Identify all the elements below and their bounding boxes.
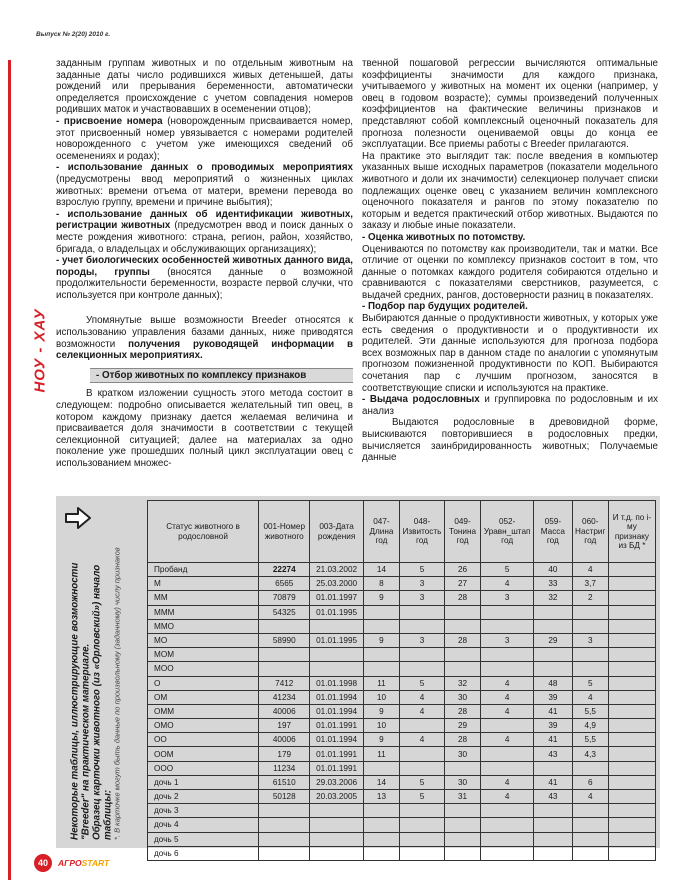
table-cell <box>400 761 445 775</box>
status-cell: М <box>148 577 259 591</box>
left-p5 <box>56 255 353 301</box>
table-row <box>148 648 656 662</box>
status-cell: ОО <box>148 733 259 747</box>
table-cell <box>481 846 534 860</box>
table-cell: 4 <box>481 790 534 804</box>
issue-label: Выпуск № 2(20) 2010 г. <box>36 31 111 38</box>
table-cell: 5,5 <box>572 704 608 718</box>
column-header: 052-Уравн_штап год <box>481 501 534 563</box>
table-cell: 5 <box>400 775 445 789</box>
table-cell <box>310 832 363 846</box>
table-cell <box>608 676 655 690</box>
left-p2-bold: - присвоение номера <box>56 115 163 127</box>
table-head <box>148 501 656 563</box>
table-cell <box>259 648 310 662</box>
left-p6-text: Упомянутые выше возможности Breeder относятся к использованию управления базами данных, ниже приводятся возможности <box>56 315 353 350</box>
right-p4: Выбираются данные о продуктивности животных, у которых уже есть сведения о продуктивности и о продуктивности их родителей. Эти данные используются для прогноза подбора всех возможных пар в данном стаде по аналогии с упомянутым прогнозом пожизненной продуктивности по КОП. Выбираются сочетания пар с лучшим прогнозом, заносятся в соответствующие списки и используются на практике. <box>362 313 658 394</box>
table-cell: 3 <box>481 633 534 647</box>
table-header-row <box>148 501 656 563</box>
status-cell: дочь 3 <box>148 804 259 818</box>
table-cell: 01.01.1995 <box>310 633 363 647</box>
table-cell: 26 <box>444 563 480 577</box>
table-cell: 39 <box>534 719 572 733</box>
table-cell: 9 <box>363 733 399 747</box>
side-note-text <box>70 540 123 840</box>
right-h1: - Оценка животных по потомству. <box>362 231 526 243</box>
table-cell <box>259 619 310 633</box>
status-cell: МО <box>148 633 259 647</box>
red-stripe <box>8 60 11 880</box>
table-cell: 01.01.1991 <box>310 761 363 775</box>
table-cell <box>444 818 480 832</box>
table-cell: 28 <box>444 591 480 605</box>
table-cell <box>534 818 572 832</box>
table-cell: 01.01.1994 <box>310 690 363 704</box>
table-row <box>148 747 656 761</box>
status-cell: МОМ <box>148 648 259 662</box>
table-cell <box>400 619 445 633</box>
right-h2: - Подбор пар будущих родителей. <box>362 301 528 313</box>
right-p1: твенной пошаговой регрессии вычисляются оптимальные коэффициенты значимости для каждого признака, учитываемого у животных на момент их оценки (например, у овец в годовом возрасте); суммы произведений полученных коэффициентов на фактические величины признаков и представляют собой комплексный оценочный показатель для прогноза полезности оцениваемой овцы до конца ее эксплуатации. Все приемы работы с Breeder прилагаются. <box>362 58 658 151</box>
table-cell <box>363 662 399 676</box>
table-cell <box>400 818 445 832</box>
right-p5-text: и группировка по родословным и их анализ <box>362 394 659 417</box>
table-cell <box>572 605 608 619</box>
table-cell <box>608 605 655 619</box>
table-cell <box>572 619 608 633</box>
table-row <box>148 577 656 591</box>
table-cell: 30 <box>444 775 480 789</box>
status-cell: дочь 4 <box>148 818 259 832</box>
left-margin <box>0 60 26 896</box>
table-cell: 9 <box>363 704 399 718</box>
table-cell: 4,3 <box>572 747 608 761</box>
table-cell: 01.01.1994 <box>310 733 363 747</box>
section-label-text: НОУ - ХАУ <box>31 307 49 393</box>
table-cell: 11 <box>363 676 399 690</box>
table-cell <box>363 619 399 633</box>
table-cell: 3 <box>481 591 534 605</box>
table-cell: 29 <box>444 719 480 733</box>
table-cell: 4 <box>481 775 534 789</box>
table-cell <box>608 719 655 733</box>
table-cell <box>534 648 572 662</box>
table-cell: 30 <box>444 690 480 704</box>
table-cell: 3 <box>400 577 445 591</box>
table-cell: 2 <box>572 591 608 605</box>
table-cell <box>363 804 399 818</box>
left-p2-text: (новорожденным присваивается номер, этот присвоенный номер увязывается с номерами родителей новорожденного с учетом уже имеющихся сведений об осеменениях и родах); <box>56 115 353 162</box>
table-cell: 9 <box>363 633 399 647</box>
table-cell <box>608 733 655 747</box>
table-cell: 29 <box>534 633 572 647</box>
table-row <box>148 563 656 577</box>
table-row <box>148 591 656 605</box>
table-cell: 22274 <box>259 563 310 577</box>
side-note-subtitle: Образец карточки животного (из «Орловский») начало таблицы: <box>91 564 114 840</box>
table-cell <box>481 719 534 733</box>
table-cell: 43 <box>534 790 572 804</box>
table-cell <box>363 832 399 846</box>
table-row <box>148 619 656 633</box>
table-cell: 41 <box>534 733 572 747</box>
status-cell: дочь 5 <box>148 832 259 846</box>
table-cell <box>572 804 608 818</box>
left-p3-bold: - использование данных о проводимых мероприятиях <box>56 162 353 174</box>
table-cell <box>572 846 608 860</box>
table-cell: 10 <box>363 719 399 733</box>
table-cell: 5 <box>572 676 608 690</box>
column-header: 048-Извитость год <box>400 501 445 563</box>
table-row <box>148 846 656 860</box>
column-header: 003-Дата рождения <box>310 501 363 563</box>
table-cell: 01.01.1991 <box>310 747 363 761</box>
left-p3 <box>56 162 353 208</box>
table-cell <box>608 761 655 775</box>
column-header: 060-Настриг год <box>572 501 608 563</box>
left-p5-bold: - учет биологических особенностей животных данного вида, породы, группы <box>56 255 353 278</box>
table-cell <box>310 818 363 832</box>
table-cell <box>572 648 608 662</box>
status-cell: МММ <box>148 605 259 619</box>
table-cell <box>572 761 608 775</box>
table-cell: 5 <box>400 563 445 577</box>
status-cell: ОММ <box>148 704 259 718</box>
left-p5-text: (вносятся данные о возможной продолжительности беременности, возрасте первой случки, что используется при контроле данных); <box>56 266 353 301</box>
left-p6-bold: получения руководящей информации в селекционных мероприятиях. <box>56 338 353 362</box>
table-row <box>148 733 656 747</box>
table-cell <box>608 832 655 846</box>
table-cell: 33 <box>534 577 572 591</box>
left-p1: заданным группам животных и по отдельным животным на заданные даты число родившихся живых детенышей, даты рождений или прерывания беременности, автоматически определяется происхождение с учетом совпадения номеров родивших маток и участвовавших в осеменении отцов); <box>56 58 353 116</box>
table-cell <box>534 605 572 619</box>
table-cell <box>400 804 445 818</box>
table-cell: 50128 <box>259 790 310 804</box>
table-cell: 9 <box>363 591 399 605</box>
brand-part-a: АГРО <box>58 858 82 868</box>
right-p3: Оцениваются по потомству как производители, так и матки. Все отличие от оценки по комплексу признаков состоит в том, что данные о потомках каждого родителя собираются отдельно и сравниваются с показателями сверстников, разумеется, с выдачей средних, рангов, достоверности разниц в показателях. <box>362 243 658 301</box>
table-cell <box>481 747 534 761</box>
table-cell <box>608 633 655 647</box>
table-row <box>148 818 656 832</box>
table-cell: 01.01.1997 <box>310 591 363 605</box>
table-row <box>148 761 656 775</box>
table-cell: 4 <box>572 690 608 704</box>
table-cell: 01.01.1991 <box>310 719 363 733</box>
table-cell: 41 <box>534 704 572 718</box>
table-cell <box>400 662 445 676</box>
status-cell: дочь 6 <box>148 846 259 860</box>
table-cell <box>534 832 572 846</box>
table-cell <box>534 804 572 818</box>
table-cell <box>608 662 655 676</box>
table-cell: 20.03.2005 <box>310 790 363 804</box>
table-cell <box>363 846 399 860</box>
table-cell: 10 <box>363 690 399 704</box>
table-cell: 40006 <box>259 733 310 747</box>
table-cell: 14 <box>363 563 399 577</box>
right-h3: - Выдача родословных <box>362 394 480 406</box>
table-cell: 3 <box>572 633 608 647</box>
table-cell <box>608 747 655 761</box>
left-p2 <box>56 116 353 162</box>
table-cell: 4 <box>481 676 534 690</box>
table-cell: 5 <box>400 790 445 804</box>
table-cell <box>481 605 534 619</box>
table-cell: 179 <box>259 747 310 761</box>
table-cell <box>400 648 445 662</box>
column-header: И т.д. по i-му признаку из БД * <box>608 501 655 563</box>
table-cell <box>363 605 399 619</box>
table-row <box>148 790 656 804</box>
animal-card-table <box>147 500 656 861</box>
table-cell: 27 <box>444 577 480 591</box>
column-header: Статус животного в родословной <box>148 501 259 563</box>
table-cell <box>444 605 480 619</box>
right-column <box>362 58 658 464</box>
left-p4-text: (предусмотрен ввод и поиск данных о месте рождения животного: страна, регион, район, хозяйство, бригада, о владельцах и обслуживающих организациях); <box>56 220 353 255</box>
table-row <box>148 804 656 818</box>
table-cell <box>534 662 572 676</box>
table-cell: 3 <box>400 633 445 647</box>
table-cell: 4 <box>481 690 534 704</box>
column-header: 059-Масса год <box>534 501 572 563</box>
right-p6: Выдаются родословные в древовидной форме, выискиваются повторившиеся в родословных предки, вычисляется заинбридированность животных; Получаемые данные <box>362 417 658 464</box>
table-cell: 11 <box>363 747 399 761</box>
table-cell <box>363 648 399 662</box>
table-cell: 8 <box>363 577 399 591</box>
column-header: 049-Тонина год <box>444 501 480 563</box>
table-cell <box>608 563 655 577</box>
table-cell: 41234 <box>259 690 310 704</box>
table-cell <box>400 846 445 860</box>
status-cell: дочь 1 <box>148 775 259 789</box>
table-cell <box>534 619 572 633</box>
status-cell: О <box>148 676 259 690</box>
table-cell: 01.01.1994 <box>310 704 363 718</box>
table-cell <box>572 832 608 846</box>
left-p4 <box>56 209 353 255</box>
table-cell <box>608 804 655 818</box>
table-cell: 28 <box>444 733 480 747</box>
table-cell <box>608 704 655 718</box>
table-cell <box>259 662 310 676</box>
status-cell: ММ <box>148 591 259 605</box>
table-cell <box>310 619 363 633</box>
page-number: 40 <box>34 854 52 872</box>
table-cell: 6565 <box>259 577 310 591</box>
side-note-title: Некоторые таблицы, иллюстрирующие возможности "Breeder" на практическом материале. <box>69 562 92 840</box>
table-cell <box>608 818 655 832</box>
table-cell: 25.03.2000 <box>310 577 363 591</box>
table-cell: 01.01.1995 <box>310 605 363 619</box>
table-cell: 7412 <box>259 676 310 690</box>
table-cell <box>444 648 480 662</box>
brand-logo <box>58 858 109 868</box>
table-cell <box>400 832 445 846</box>
brand-part-b: START <box>81 858 110 868</box>
table-body <box>148 563 656 861</box>
table-row <box>148 719 656 733</box>
table-row <box>148 775 656 789</box>
table-cell <box>363 761 399 775</box>
status-cell: ММО <box>148 619 259 633</box>
table-cell <box>444 662 480 676</box>
status-cell: МОО <box>148 662 259 676</box>
side-note <box>56 540 136 840</box>
table-cell: 40 <box>534 563 572 577</box>
table-cell <box>444 761 480 775</box>
table-cell: 14 <box>363 775 399 789</box>
table-cell <box>608 690 655 704</box>
table-cell: 32 <box>444 676 480 690</box>
table-cell: 61510 <box>259 775 310 789</box>
table-cell: 28 <box>444 704 480 718</box>
table-cell: 58990 <box>259 633 310 647</box>
table-cell <box>444 846 480 860</box>
table-cell: 13 <box>363 790 399 804</box>
left-p3-text: (предусмотрены ввод мероприятий о жизненных циклах животных: времени отъема от матери, времени перевода во взрослую группу, времени и причине выбытия); <box>56 173 353 209</box>
table-cell: 48 <box>534 676 572 690</box>
table-cell: 4,9 <box>572 719 608 733</box>
table-cell <box>259 846 310 860</box>
table-cell: 01.01.1998 <box>310 676 363 690</box>
table-cell <box>444 832 480 846</box>
table-cell <box>572 662 608 676</box>
table-cell <box>444 619 480 633</box>
table-cell <box>310 662 363 676</box>
table-cell <box>608 619 655 633</box>
table-row <box>148 662 656 676</box>
table-cell <box>481 818 534 832</box>
table-cell: 4 <box>400 733 445 747</box>
table-cell: 4 <box>400 704 445 718</box>
table-cell: 11234 <box>259 761 310 775</box>
table-cell <box>608 846 655 860</box>
table-cell: 4 <box>572 790 608 804</box>
left-p4-bold: - использование данных об идентификации животных, регистрации животных <box>56 208 353 232</box>
table-cell <box>363 818 399 832</box>
table-cell <box>608 591 655 605</box>
table-cell: 31 <box>444 790 480 804</box>
table-cell: 54325 <box>259 605 310 619</box>
table-cell <box>259 804 310 818</box>
table-row <box>148 676 656 690</box>
table-cell: 4 <box>400 690 445 704</box>
table-cell <box>310 804 363 818</box>
table-row <box>148 633 656 647</box>
table-cell: 28 <box>444 633 480 647</box>
table-cell <box>481 832 534 846</box>
table-cell: 4 <box>572 563 608 577</box>
section-label <box>30 300 50 400</box>
table-cell: 39 <box>534 690 572 704</box>
column-header: 047-Длина год <box>363 501 399 563</box>
table-cell: 40006 <box>259 704 310 718</box>
left-column <box>56 58 353 470</box>
table-cell <box>310 648 363 662</box>
section-heading: - Отбор животных по комплексу признаков <box>90 368 353 384</box>
table-cell: 21.03.2002 <box>310 563 363 577</box>
column-header: 001-Номер животного <box>259 501 310 563</box>
table-cell <box>481 648 534 662</box>
table-cell: 4 <box>481 733 534 747</box>
table-cell: 4 <box>481 577 534 591</box>
table-cell: 4 <box>481 704 534 718</box>
table-row <box>148 690 656 704</box>
table-cell <box>572 818 608 832</box>
table-cell <box>608 775 655 789</box>
table-cell <box>481 619 534 633</box>
status-cell: ОМ <box>148 690 259 704</box>
table-cell: 43 <box>534 747 572 761</box>
table-cell <box>608 577 655 591</box>
table-row <box>148 605 656 619</box>
table-cell: 5,5 <box>572 733 608 747</box>
status-cell: ООО <box>148 761 259 775</box>
right-p2: На практике это выглядит так: после введения в компьютер указанных выше исходных параметров (показатели модельного животного и доли их значимости) селекционер получает списки подлежащих оценке овец с указанием величин комплексного оценочного показателя и рангов по этому показателю по которым и ведется практический отбор животных. Выдаются по заказу и любые иные показатели. <box>362 150 658 232</box>
table-cell <box>608 648 655 662</box>
table-cell <box>259 832 310 846</box>
table-cell: 41 <box>534 775 572 789</box>
table-cell <box>481 662 534 676</box>
right-p5 <box>362 394 658 417</box>
status-cell: ОМО <box>148 719 259 733</box>
table-row <box>148 704 656 718</box>
table-cell: 3 <box>400 591 445 605</box>
status-cell: Пробанд <box>148 563 259 577</box>
table-cell: 29.03.2006 <box>310 775 363 789</box>
table-cell: 32 <box>534 591 572 605</box>
table-cell <box>310 846 363 860</box>
table-row <box>148 832 656 846</box>
side-note-footnote: *. В карточке могут быть данные по произвольному (заданному) числу признаков <box>112 547 122 840</box>
table-cell: 30 <box>444 747 480 761</box>
status-cell: ООМ <box>148 747 259 761</box>
arrow-right-outline-icon <box>64 506 92 530</box>
table-cell <box>400 719 445 733</box>
table-cell <box>481 761 534 775</box>
table-cell <box>444 804 480 818</box>
table-cell: 3,7 <box>572 577 608 591</box>
table-cell <box>608 790 655 804</box>
left-p6 <box>56 315 353 361</box>
table-cell: 6 <box>572 775 608 789</box>
left-p7: В кратком изложении сущность этого метода состоит в следующем: подробно описывается желательный тип овец, в котором каждому признаку дается желаемая величина и присваивается доля значимости в соответствии с текущей селекционной ситуацией; далее на материалах за одно поколение уже прошедших полный цикл эксплуатации овец с использованием множес- <box>56 388 353 469</box>
table-cell <box>481 804 534 818</box>
table-cell <box>259 818 310 832</box>
table-cell: 5 <box>481 563 534 577</box>
table-cell <box>534 846 572 860</box>
table-cell <box>400 605 445 619</box>
status-cell: дочь 2 <box>148 790 259 804</box>
table-cell <box>400 747 445 761</box>
table-cell: 70879 <box>259 591 310 605</box>
table-cell <box>534 761 572 775</box>
table-cell: 197 <box>259 719 310 733</box>
table-cell: 5 <box>400 676 445 690</box>
